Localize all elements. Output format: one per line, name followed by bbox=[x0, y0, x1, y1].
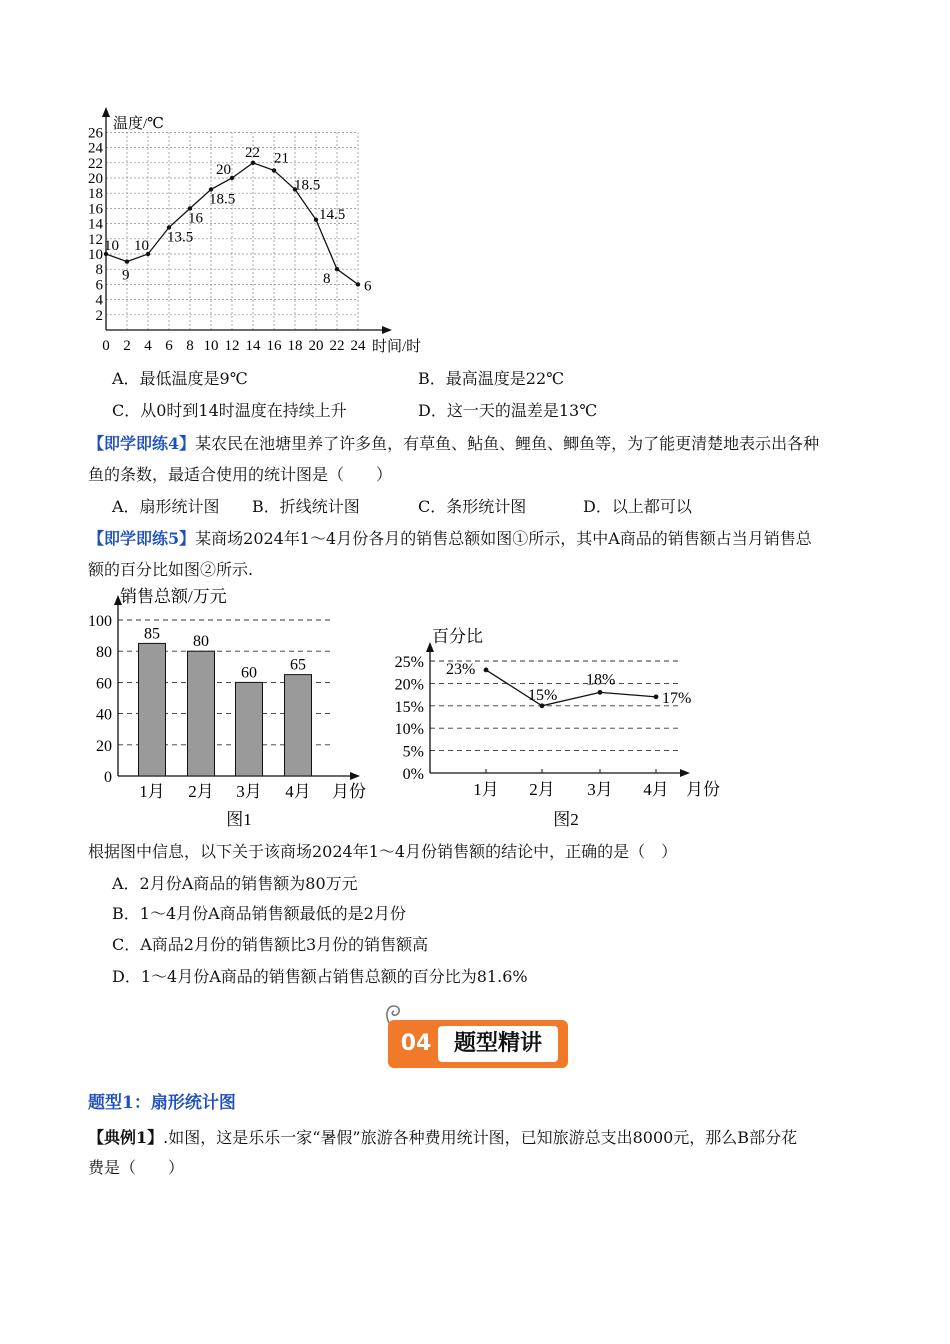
x-tick-label: 2月 bbox=[529, 780, 555, 799]
q5-option-a: A．2月份A商品的销售额为80万元 bbox=[112, 874, 358, 893]
data-point bbox=[598, 690, 603, 695]
q5-tag: 【即学即练5】 bbox=[88, 529, 196, 548]
section-number: 04 bbox=[400, 1031, 432, 1056]
data-point bbox=[540, 703, 545, 708]
q5-option-d: D．1～4月份A商品的销售额占销售总额的百分比为81.6% bbox=[112, 967, 528, 986]
x-tick-label: 1月 bbox=[139, 782, 165, 801]
y-tick-label: 60 bbox=[96, 675, 112, 693]
q4-option-d: D．以上都可以 bbox=[583, 497, 692, 516]
percentage-line-chart bbox=[390, 620, 735, 835]
q5-option-c: C．A商品2月份的销售额比3月份的销售额高 bbox=[112, 935, 429, 954]
x-tick-label: 10 bbox=[203, 338, 219, 354]
data-point bbox=[356, 282, 360, 286]
sales-x-label: 月份 bbox=[332, 782, 366, 801]
x-tick-label: 14 bbox=[245, 338, 261, 354]
x-tick-label: 20 bbox=[308, 338, 324, 354]
point-label: 16 bbox=[188, 210, 203, 227]
x-tick-label: 22 bbox=[329, 338, 345, 354]
q5-option-b: B．1～4月份A商品销售额最低的是2月份 bbox=[112, 904, 406, 923]
y-tick-label: 6 bbox=[95, 277, 103, 294]
y-tick-label: 20 bbox=[88, 171, 103, 187]
y-tick-label: 2 bbox=[95, 307, 103, 324]
y-tick-label: 10 bbox=[88, 247, 103, 263]
data-point bbox=[251, 161, 255, 165]
figure-1-caption: 图1 bbox=[226, 810, 252, 829]
q5-line-1 bbox=[88, 528, 812, 550]
percentage-line bbox=[486, 670, 656, 706]
bar bbox=[236, 682, 263, 776]
data-point bbox=[314, 218, 318, 222]
x-axis-arrow bbox=[382, 326, 392, 334]
type-1-title: 题型1：扇形统计图 bbox=[88, 1093, 236, 1113]
x-tick-label: 6 bbox=[165, 338, 173, 354]
x-tick-label: 2 bbox=[123, 338, 131, 354]
y-tick-label: 20 bbox=[96, 737, 112, 755]
point-label: 6 bbox=[364, 278, 372, 295]
percentage-tick-labels bbox=[395, 654, 669, 799]
point-label: 22 bbox=[245, 144, 260, 161]
temperature-axes bbox=[102, 107, 392, 334]
x-tick-label: 4 bbox=[144, 338, 152, 354]
temperature-y-label: 温度/℃ bbox=[113, 116, 164, 132]
bar bbox=[285, 675, 312, 776]
x-axis-arrow bbox=[680, 769, 690, 777]
bar-value-label: 65 bbox=[290, 656, 306, 674]
ex1-text-2: 费是（ ） bbox=[88, 1158, 185, 1177]
x-tick-label: 18 bbox=[287, 338, 303, 354]
y-tick-label: 0 bbox=[104, 769, 112, 786]
sales-y-label: 销售总额/万元 bbox=[120, 587, 227, 606]
temperature-chart bbox=[80, 105, 460, 360]
y-tick-label: 20% bbox=[394, 676, 424, 694]
percentage-x-label: 月份 bbox=[686, 780, 720, 799]
q4-option-c: C．条形统计图 bbox=[418, 497, 527, 516]
x-axis-arrow bbox=[350, 772, 360, 780]
q3-option-b: B．最高温度是22℃ bbox=[418, 369, 565, 388]
q3-option-a: A．最低温度是9℃ bbox=[112, 369, 248, 388]
x-tick-label: 8 bbox=[186, 338, 194, 354]
bar-value-label: 85 bbox=[144, 625, 160, 643]
q3-option-d: D．这一天的温差是13℃ bbox=[418, 401, 598, 420]
data-point bbox=[654, 694, 659, 699]
q5-question: 根据图中信息，以下关于该商场2024年1～4月份销售额的结论中，正确的是（ ） bbox=[88, 842, 678, 861]
y-tick-label: 40 bbox=[96, 706, 112, 724]
temperature-x-label: 时间/时 bbox=[372, 339, 422, 355]
q4-text-1: 某农民在池塘里养了许多鱼，有草鱼、鲇鱼、鲤鱼、鲫鱼等，为了能更清楚地表示出各种 bbox=[195, 434, 820, 453]
q5-text-2: 额的百分比如图②所示. bbox=[88, 560, 254, 579]
y-tick-label: 15% bbox=[394, 698, 424, 716]
y-tick-label: 80 bbox=[96, 644, 112, 662]
q4-tag: 【即学即练4】 bbox=[88, 434, 196, 453]
y-tick-label: 100 bbox=[88, 613, 112, 630]
y-tick-label: 16 bbox=[88, 201, 103, 218]
x-tick-label: 2月 bbox=[188, 782, 214, 801]
bar bbox=[139, 643, 166, 776]
point-label: 10 bbox=[104, 238, 119, 254]
sales-bars bbox=[139, 625, 312, 776]
point-label: 15% bbox=[528, 686, 558, 704]
percentage-points bbox=[484, 668, 659, 709]
y-tick-label: 24 bbox=[88, 140, 103, 157]
x-tick-label: 12 bbox=[224, 338, 240, 354]
point-label: 10 bbox=[134, 238, 149, 254]
point-label: 9 bbox=[122, 267, 130, 284]
x-tick-label: 16 bbox=[266, 338, 282, 354]
y-tick-label: 14 bbox=[88, 216, 103, 233]
section-label: 题型精讲 bbox=[438, 1026, 558, 1062]
q4-text-2: 鱼的条数，最适合使用的统计图是（ ） bbox=[88, 465, 393, 484]
y-tick-label: 12 bbox=[88, 231, 103, 248]
x-tick-label: 3月 bbox=[587, 780, 613, 799]
x-tick-label: 3月 bbox=[236, 782, 262, 801]
point-label: 13.5 bbox=[167, 229, 194, 246]
y-tick-label: 26 bbox=[88, 125, 103, 142]
bar-value-label: 80 bbox=[193, 633, 209, 651]
y-tick-label: 18 bbox=[88, 186, 103, 203]
data-point bbox=[484, 668, 489, 673]
point-label: 18% bbox=[586, 671, 616, 689]
x-tick-label: 4月 bbox=[285, 782, 311, 801]
point-label: 21 bbox=[274, 150, 289, 167]
point-label: 8 bbox=[323, 271, 331, 288]
ex1-tag: 【典例1】 bbox=[88, 1128, 164, 1147]
data-point bbox=[335, 267, 339, 271]
y-tick-label: 22 bbox=[88, 155, 103, 172]
data-point bbox=[125, 259, 129, 263]
y-tick-label: 5% bbox=[402, 743, 424, 761]
temperature-point-labels bbox=[104, 145, 372, 295]
q3-option-c: C．从0时到14时温度在持续上升 bbox=[112, 401, 347, 420]
sales-bar-chart bbox=[82, 583, 382, 833]
point-label: 23% bbox=[446, 660, 476, 678]
y-tick-label: 25% bbox=[394, 654, 424, 671]
x-tick-label: 24 bbox=[350, 338, 366, 354]
q4-option-b: B．折线统计图 bbox=[252, 497, 360, 516]
q4-option-a: A．扇形统计图 bbox=[112, 497, 220, 516]
section-badge bbox=[388, 1020, 568, 1068]
point-label: 20 bbox=[216, 162, 231, 178]
data-point bbox=[272, 168, 276, 172]
point-label: 18.5 bbox=[294, 177, 321, 194]
ex1-text-1: .如图，这是乐乐一家“暑假”旅游各种费用统计图，已知旅游总支出8000元，那么B部分花 bbox=[163, 1128, 798, 1147]
point-label: 17% bbox=[662, 689, 692, 707]
x-tick-label: 1月 bbox=[473, 780, 499, 799]
y-tick-label: 0% bbox=[402, 766, 424, 783]
x-tick-label: 0 bbox=[102, 338, 110, 354]
y-tick-label: 8 bbox=[95, 262, 103, 279]
bar-value-label: 60 bbox=[241, 664, 257, 682]
q4-line-1 bbox=[88, 433, 819, 455]
y-tick-label: 10% bbox=[394, 721, 424, 739]
point-label: 14.5 bbox=[319, 206, 346, 223]
percentage-y-label: 百分比 bbox=[432, 627, 483, 646]
x-tick-label: 4月 bbox=[643, 780, 669, 799]
q5-text-1: 某商场2024年1～4月份各月的销售总额如图①所示，其中A商品的销售额占当月销售总 bbox=[195, 529, 812, 548]
y-tick-label: 4 bbox=[95, 292, 103, 309]
ex1-line-1 bbox=[88, 1127, 797, 1149]
bar bbox=[188, 651, 215, 776]
point-label: 18.5 bbox=[209, 191, 236, 208]
figure-2-caption: 图2 bbox=[553, 810, 579, 829]
y-axis-arrow bbox=[102, 107, 110, 117]
